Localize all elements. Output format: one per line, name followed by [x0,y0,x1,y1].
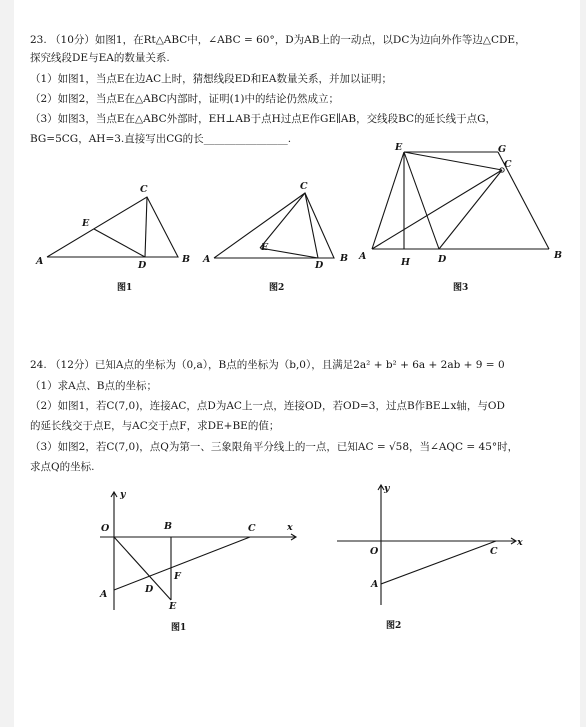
q23-part2: （2）如图2，当点E在△ABC内部时，证明(1)中的结论仍然成立； [30,93,340,105]
label-F: F [174,571,181,582]
q24-part1: （1）求A点、B点的坐标； [30,380,157,392]
label-E: E [261,242,269,253]
q24-part2-line2: 的延长线交于点E，与AC交于点F，求DE+BE的值； [30,420,280,432]
label-G: G [498,144,507,155]
label-C: C [140,184,148,195]
label-H: H [401,257,410,268]
label-A: A [36,256,44,267]
caption-fig1: 图1 [117,283,133,293]
label-E: E [395,142,403,153]
label-x: x [517,537,523,548]
label-D: D [315,260,324,271]
caption-q24-fig2: 图2 [386,621,402,631]
q24-part3: （3）如图2，若C(7,0)，点Q为第一、三象限角平分线上的一点，已知AC = √58，当∠AQC = 45°时， [30,441,519,453]
label-O: O [370,546,379,557]
label-y: y [384,483,390,494]
q24-figure-2 [337,483,523,631]
label-D: D [145,584,154,595]
label-x: x [287,522,293,533]
label-E: E [169,601,177,612]
label-A: A [203,254,211,265]
label-C: C [504,159,512,170]
label-C: C [248,523,256,534]
q23-part3-line2: BG=5CG，AH=3.直接写出CG的长________________. [30,133,292,145]
caption-fig3: 图3 [453,283,469,293]
q23-part3: （3）如图3，当点E在△ABC外部时，EH⊥AB于点H过点E作GE∥AB，交线段BC的延长线于点G， [30,113,496,125]
caption-fig2: 图2 [269,283,285,293]
label-D: D [438,254,447,265]
q24-part3-line2: 求点Q的坐标. [30,461,95,473]
q24-figure-1 [99,489,296,633]
answer-blank: ________________. [203,133,292,145]
label-B: B [182,254,191,265]
label-A: A [100,589,108,600]
label-C: C [300,181,308,192]
label-B: B [554,250,563,261]
label-O: O [101,523,110,534]
caption-q24-fig1: 图1 [171,623,187,633]
exam-page [14,0,580,727]
q24-figures [14,0,580,727]
q23-part1: （1）如图1，当点E在边AC上时，猜想线段ED和EA数量关系，并加以证明； [30,73,392,85]
q24-stem: 24. （12分）已知A点的坐标为（0,a），B点的坐标为（b,0），且满足2a² + b² + 6a + 2ab + 9 = 0 [30,359,505,371]
q24-part2: （2）如图1，若C(7,0)，连接AC，点D为AC上一点，连接OD，若OD=3，过点B作BE⊥x轴，与OD [30,400,505,412]
q23-stem-line2: 探究线段DE与EA的数量关系. [30,52,170,64]
label-B: B [340,253,349,264]
label-A: A [359,251,367,262]
label-D: D [138,260,147,271]
label-B: B [164,521,173,532]
label-y: y [120,489,126,500]
label-C: C [490,546,498,557]
q23-stem-line1: 23. （10分）如图1，在Rt△ABC中，∠ABC = 60°，D为AB上的一动点，以DC为边向外作等边△CDE， [30,34,526,46]
label-A: A [371,579,379,590]
label-E: E [82,218,90,229]
